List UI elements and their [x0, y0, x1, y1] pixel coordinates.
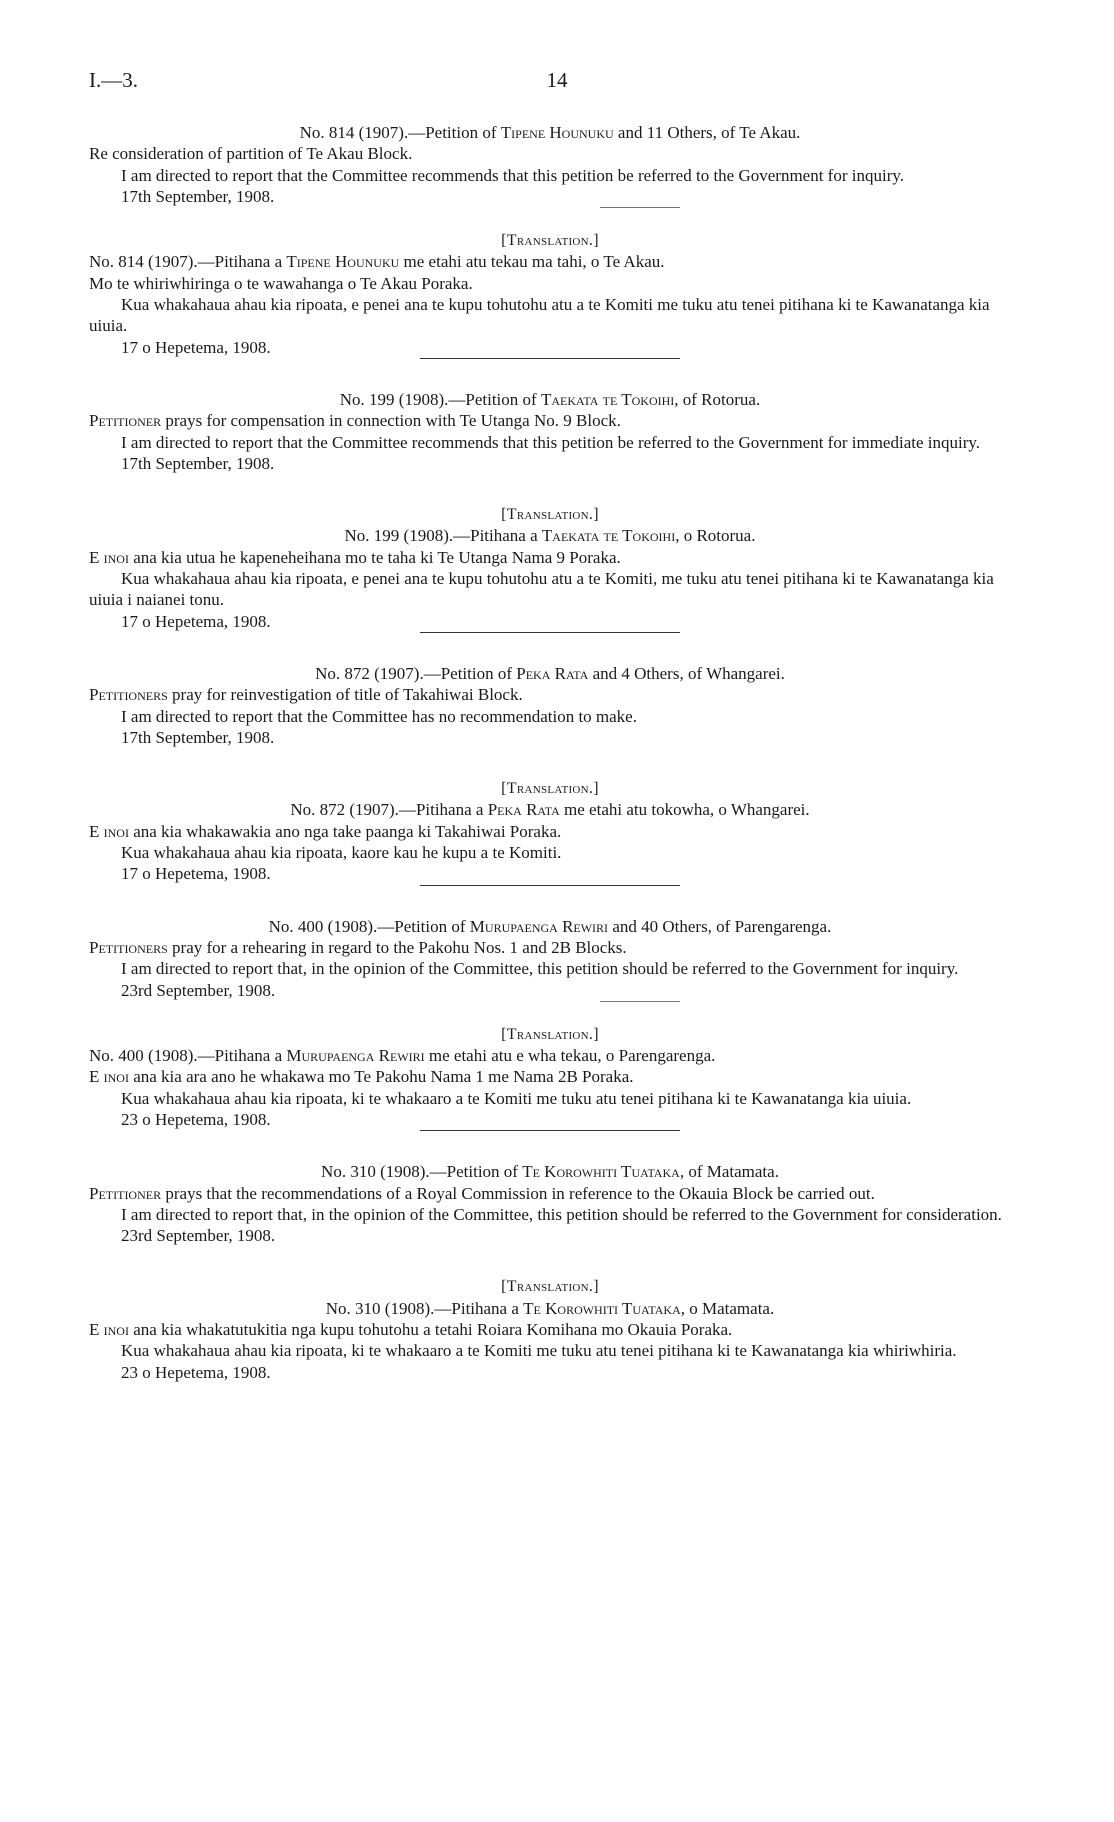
- translation-subject: Mo te whiriwhiringa o te wawahanga o Te Akau Poraka.: [89, 273, 473, 293]
- translation-date: 17 o Hepetema, 1908.: [121, 611, 271, 631]
- petitioner-name: Peka Rata: [516, 663, 589, 683]
- translation-title: No. 310 (1908).—Pitihana a Te Korowhiti Tuataka, o Matamata.: [325, 1298, 775, 1318]
- translation-report: Kua whakahaua ahau kia ripoata, kaore kau he kupu a te Komiti.: [121, 843, 562, 863]
- translation-report: Kua whakahaua ahau kia ripoata, e penei ana te kupu tohutohu atu a te Komiti, me tuku atu tenei pitihana ki te Kawanatanga kia uiuia i naianei tonu.: [89, 569, 994, 610]
- page-content: [89, 122, 1011, 1383]
- petitioner-name: Te Korowhiti Tuataka: [522, 1162, 680, 1182]
- translation-date: 17 o Hepetema, 1908.: [121, 864, 271, 884]
- short-rule: [600, 207, 680, 208]
- petitioner-name: Tipene Hounuku: [500, 123, 614, 142]
- committee-report: I am directed to report that the Committee has no recommendation to make.: [121, 706, 637, 726]
- report-date: 23rd September, 1908.: [121, 1226, 276, 1246]
- translation-title: No. 814 (1907).—Pitihana a Tipene Hounuku me etahi atu tekau ma tahi, o Te Akau.: [89, 252, 665, 272]
- parliamentary-paper-reference: I.—3.: [89, 68, 138, 92]
- short-rule: [600, 1001, 680, 1002]
- committee-report: I am directed to report that the Committee recommends that this petition be referred to the Government for inquiry.: [121, 165, 905, 185]
- petition-title: No. 400 (1908).—Petition of Murupaenga Rewiri and 40 Others, of Parengarenga.: [268, 916, 832, 936]
- translation-title: No. 400 (1908).—Pitihana a Murupaenga Rewiri me etahi atu e wha tekau, o Parengarenga.: [89, 1046, 716, 1066]
- petitioner-name: Murupaenga Rewiri: [469, 916, 609, 936]
- translation-heading: [Translation.]: [501, 232, 599, 250]
- committee-report: I am directed to report that, in the opinion of the Committee, this petition should be referred to the Government for consideration.: [121, 1204, 1002, 1224]
- translation-report: Kua whakahaua ahau kia ripoata, e penei ana te kupu tohutohu atu a te Komiti me tuku atu tenei pitihana ki te Kawanatanga kia uiuia.: [89, 295, 990, 336]
- petition-subject: Re consideration of partition of Te Akau Block.: [89, 144, 413, 164]
- report-date: 23rd September, 1908.: [121, 980, 276, 1000]
- translation-heading: [Translation.]: [501, 506, 599, 524]
- page-number: 14: [546, 68, 568, 92]
- translation-date: 23 o Hepetema, 1908.: [121, 1362, 271, 1382]
- translation-heading: [Translation.]: [501, 780, 599, 798]
- petition-title: No. 814 (1907).—Petition of Tipene Hounuku and 11 Others, of Te Akau.: [299, 123, 801, 142]
- petition-title: No. 199 (1908).—Petition of Taekata te Tokoihi, of Rotorua.: [339, 389, 761, 409]
- translation-prayer: E inoi ana kia utua he kapeneheihana mo te taha ki Te Utanga Nama 9 Poraka.: [89, 547, 621, 567]
- committee-report: I am directed to report that the Committee recommends that this petition be referred to the Government for immediate inquiry.: [121, 432, 981, 452]
- petition-prayer: Petitioners pray for reinvestigation of title of Takahiwai Block.: [89, 685, 523, 705]
- translation-prayer: E inoi ana kia whakawakia ano nga take paanga ki Takahiwai Poraka.: [89, 821, 562, 841]
- translation-report: Kua whakahaua ahau kia ripoata, ki te whakaaro a te Komiti me tuku atu tenei pitihana ki te Kawanatanga kia uiuia.: [121, 1088, 912, 1108]
- report-date: 17th September, 1908.: [121, 453, 275, 473]
- petition-title: No. 872 (1907).—Petition of Peka Rata and 4 Others, of Whangarei.: [315, 663, 785, 683]
- translation-prayer: E inoi ana kia whakatutukitia nga kupu tohutohu a tetahi Roiara Komihana mo Okauia Poraka.: [89, 1320, 733, 1340]
- translation-report: Kua whakahaua ahau kia ripoata, ki te whakaaro a te Komiti me tuku atu tenei pitihana ki te Kawanatanga kia whiriwhiria.: [121, 1341, 957, 1361]
- petition-section: [89, 389, 1011, 633]
- translation-title: No. 199 (1908).—Pitihana a Taekata te Tokoihi, o Rotorua.: [344, 526, 756, 546]
- report-date: 17th September, 1908.: [121, 727, 275, 747]
- petition-section: [89, 1161, 1011, 1383]
- petition-title: No. 310 (1908).—Petition of Te Korowhiti Tuataka, of Matamata.: [321, 1162, 779, 1182]
- report-date: 17th September, 1908.: [121, 186, 275, 206]
- petition-prayer: Petitioner prays that the recommendations of a Royal Commission in reference to the Okauia Block be carried out.: [89, 1183, 875, 1203]
- petition-section: [89, 122, 1011, 359]
- petition-prayer: Petitioners pray for a rehearing in regard to the Pakohu Nos. 1 and 2B Blocks.: [89, 937, 627, 957]
- translation-date: 23 o Hepetema, 1908.: [121, 1109, 271, 1129]
- translation-date: 17 o Hepetema, 1908.: [121, 337, 271, 357]
- translation-title: No. 872 (1907).—Pitihana a Peka Rata me etahi atu tokowha, o Whangarei.: [290, 800, 810, 820]
- committee-report: I am directed to report that, in the opinion of the Committee, this petition should be referred to the Government for inquiry.: [121, 959, 959, 979]
- petition-section: [89, 663, 1011, 886]
- translation-prayer: E inoi ana kia ara ano he whakawa mo Te Pakohu Nama 1 me Nama 2B Poraka.: [89, 1067, 634, 1087]
- petition-prayer: Petitioner prays for compensation in connection with Te Utanga No. 9 Block.: [89, 411, 621, 431]
- translation-heading: [Translation.]: [501, 1025, 599, 1043]
- petitioner-name: Taekata te Tokoihi: [540, 389, 675, 409]
- translation-heading: [Translation.]: [501, 1278, 599, 1296]
- petition-section: [89, 916, 1011, 1132]
